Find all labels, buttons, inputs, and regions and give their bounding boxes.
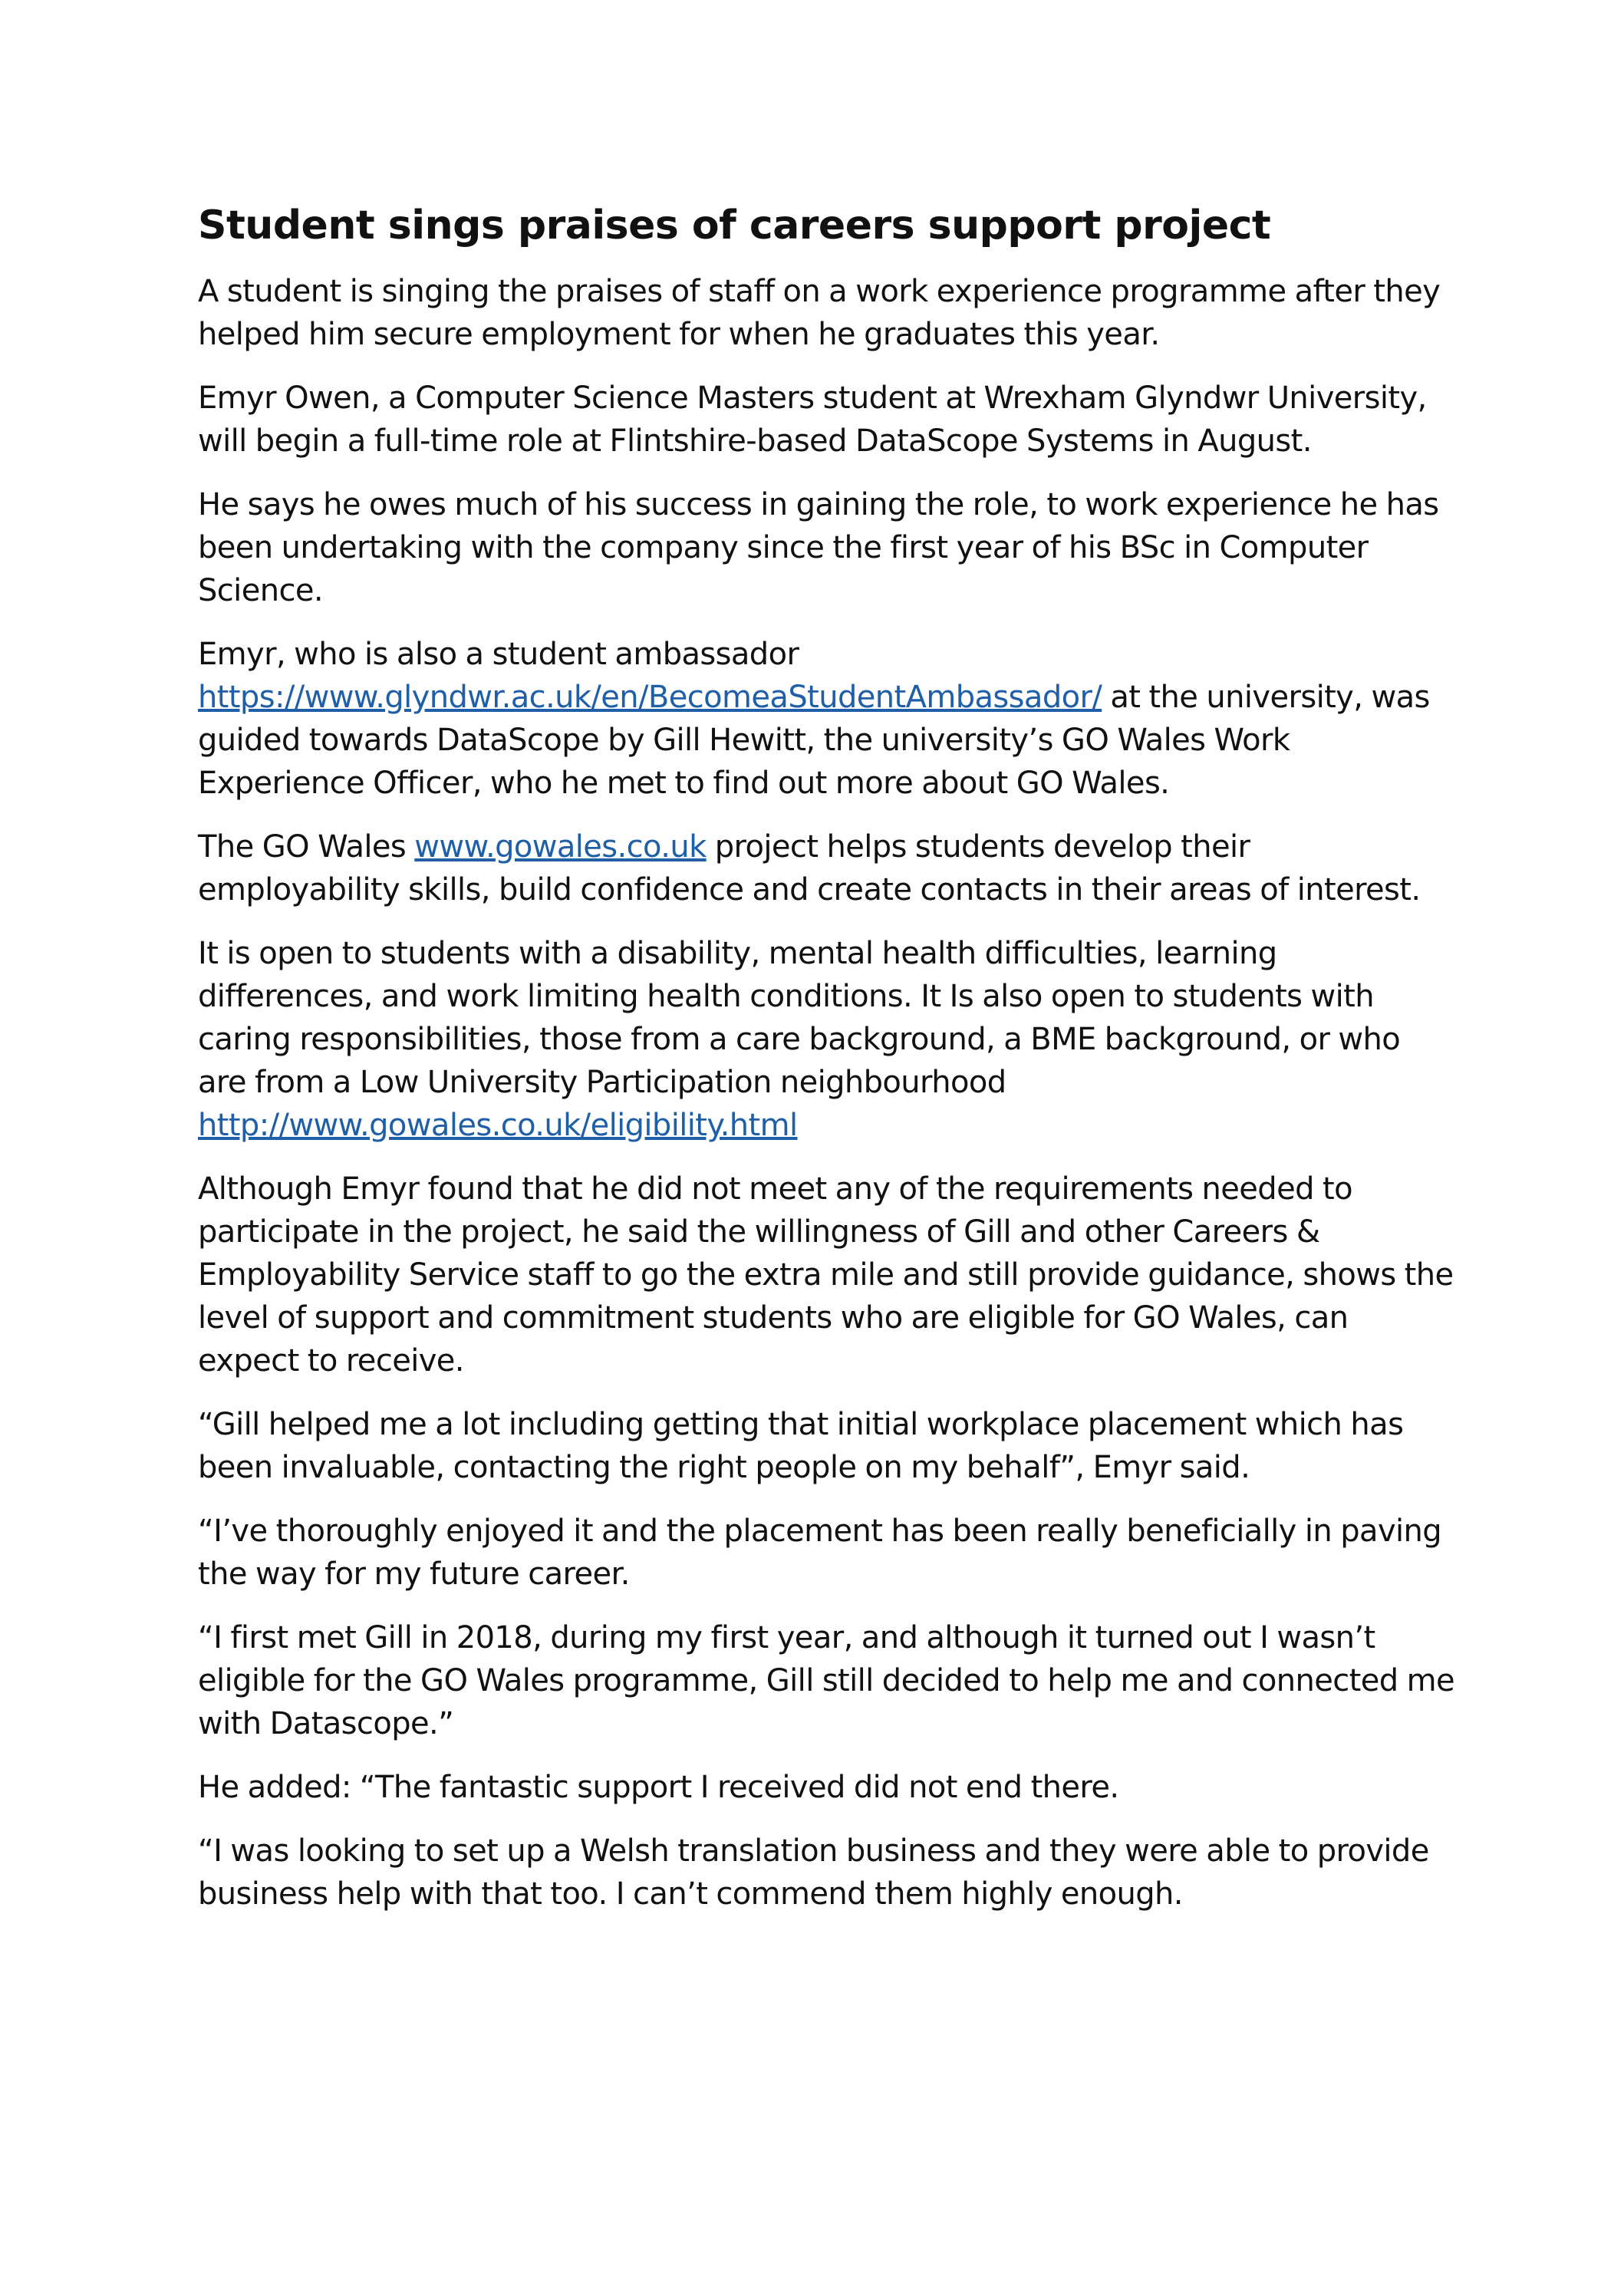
ambassador-text-before: Emyr, who is also a student ambassador	[198, 637, 799, 672]
paragraph-go-wales	[198, 825, 1456, 911]
paragraph-work-experience: He says he owes much of his success in gaining the role, to work experience he has been undertaking with the company since the first year of his BSc in Computer Science.	[198, 487, 1439, 608]
paragraph-requirements: Although Emyr found that he did not meet any of the requirements needed to participate in the project, he said the willingness of Gill and other Careers & Employability Service staff to go the extra mile and still provide guidance, shows the level of support and commitment students who are eligible for GO Wales, can expect to receive.	[198, 1171, 1454, 1379]
paragraph-intro: A student is singing the praises of staff on a work experience programme after they helped him secure employment for when he graduates this year.	[198, 274, 1441, 352]
paragraph-eligibility	[198, 932, 1456, 1147]
eligibility-link[interactable]: http://www.gowales.co.uk/eligibility.html	[198, 1108, 798, 1143]
ambassador-link[interactable]: https://www.glyndwr.ac.uk/en/BecomeaStudentAmbassador/	[198, 680, 1102, 715]
eligibility-text: It is open to students with a disability, mental health difficulties, learning differences, and work limiting health conditions. It Is also open to students with caring responsibilities, those from a care background, a BME background, or who are from a Low University Participation neighbourhood	[198, 936, 1401, 1100]
paragraph-quote-gill: “Gill helped me a lot including getting that initial workplace placement which has been invaluable, contacting the right people on my behalf”, Emyr said.	[198, 1407, 1404, 1485]
paragraph-support: He added: “The fantastic support I received did not end there.	[198, 1770, 1119, 1805]
go-wales-text-before: The GO Wales	[198, 829, 415, 865]
article-body	[198, 198, 1456, 1936]
paragraph-emyr-owen: Emyr Owen, a Computer Science Masters student at Wrexham Glyndwr University, will begin a full-time role at Flintshire-based DataScope Systems in August.	[198, 380, 1427, 459]
ambassador-text-after: at the university, was guided towards DataScope by Gill Hewitt, the university’s GO Wales Work Experience Officer, who he met to find out more about GO Wales.	[198, 680, 1430, 801]
paragraph-ambassador	[198, 633, 1456, 805]
paragraph-quote-first-met: “I first met Gill in 2018, during my first year, and although it turned out I wasn’t eligible for the GO Wales programme, Gill still decided to help me and connected me with Datascope.”	[198, 1620, 1455, 1741]
paragraph-quote-enjoyed: “I’ve thoroughly enjoyed it and the placement has been really beneficially in paving the way for my future career.	[198, 1514, 1442, 1592]
go-wales-text-after: project helps students develop their employability skills, build confidence and create contacts in their areas of interest.	[198, 829, 1421, 908]
article-title: Student sings praises of careers support project	[198, 203, 1271, 249]
paragraph-translation-business: “I was looking to set up a Welsh translation business and they were able to provide business help with that too. I can’t commend them highly enough.	[198, 1833, 1429, 1912]
go-wales-link[interactable]: www.gowales.co.uk	[414, 829, 707, 865]
